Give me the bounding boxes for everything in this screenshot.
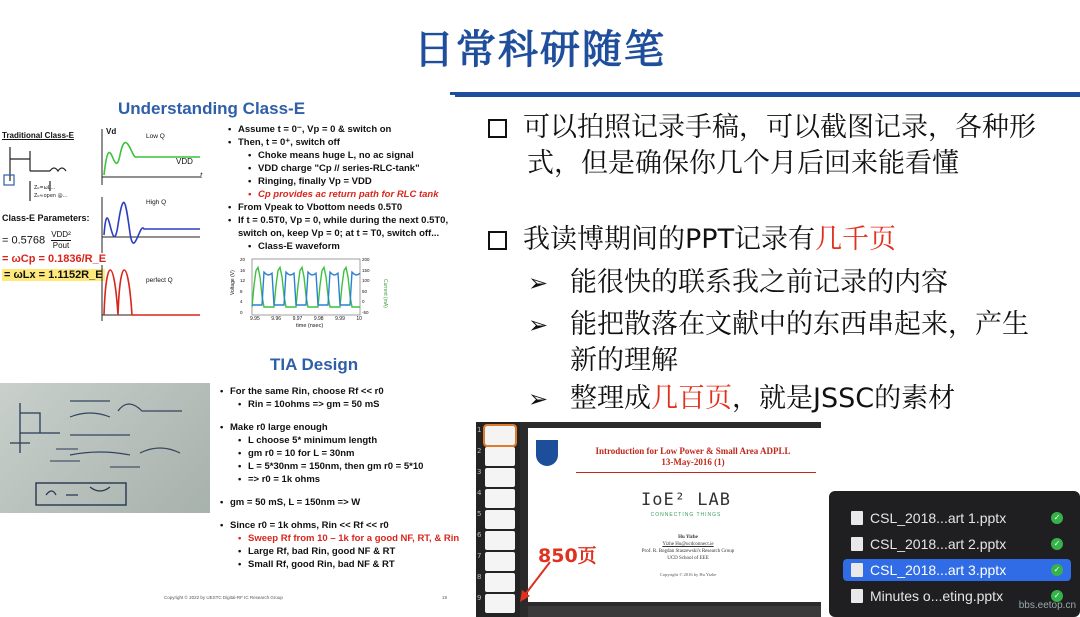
sub-bullet-text: 新的理解 — [570, 345, 678, 376]
notes-bar — [528, 606, 821, 617]
t-label: t — [200, 171, 203, 180]
tick: 10 — [356, 316, 362, 322]
file-name: CSL_2018...art 3.pptx — [870, 562, 1007, 578]
point-text: Sweep Rf from 10 – 1k for a good NF, RT, & Rin — [248, 533, 460, 544]
file-name: CSL_2018...art 2.pptx — [870, 536, 1007, 552]
point: • Cp provides ac return path for RLC tank — [248, 189, 439, 200]
bullet-line: 式，但是确保你几个月后回来能看懂 — [527, 148, 959, 179]
point-text: Ringing, finally Vp = VDD — [258, 176, 372, 187]
thumb-number: 3 — [477, 468, 482, 476]
point-text: gm r0 = 10 for L = 30nm — [248, 448, 355, 459]
point-text: Rin = 10ohms => gm = 50 mS — [248, 399, 380, 410]
point: • Large Rf, bad Rin, good NF & RT — [238, 546, 396, 557]
eq1-num: VDD² — [51, 230, 71, 239]
tick: 12 — [240, 278, 246, 284]
tick: 0 — [362, 299, 365, 305]
sub-bullet-1 — [528, 265, 1078, 301]
author-line: Prof. R. Bogdan Staszewski's Research Group — [641, 549, 735, 554]
bullet-line: 可以拍照记录手稿，可以截图记录，各种形 — [523, 112, 1036, 143]
eq1-lhs: = 0.5768 — [2, 234, 46, 247]
class-e-schematic — [0, 141, 80, 211]
point-text: Assume t = 0⁻, Vp = 0 & switch on — [238, 124, 392, 135]
page-title: 日常科研随笔 — [414, 27, 666, 73]
ucd-crest-icon — [536, 440, 558, 466]
tick: 9.95 — [250, 316, 260, 322]
point: • From Vpeak to Vbottom needs 0.5T0 — [228, 202, 403, 213]
pptx-file-icon — [851, 563, 863, 577]
sub-bullet-text: 整理成 — [570, 383, 651, 414]
file-name: CSL_2018...art 1.pptx — [870, 510, 1007, 526]
wave-xlabel: time (nsec) — [296, 323, 324, 329]
slide-thumbnail[interactable] — [485, 552, 515, 571]
arrow-bullet-icon: ➢ — [528, 269, 549, 297]
tick: 9.99 — [335, 316, 345, 322]
current-slide[interactable] — [528, 428, 821, 602]
point-text: Since r0 = 1k ohms, Rin << Rf << r0 — [230, 520, 389, 531]
point: • L = 5*30nm = 150nm, then gm r0 = 5*10 — [238, 461, 424, 472]
thumb-number: 8 — [477, 573, 482, 581]
tick: 100 — [362, 278, 370, 284]
tick: 9.96 — [271, 316, 282, 322]
sub-bullet-2 — [528, 307, 1078, 379]
ppt-title-line: Introduction for Low Power & Small Area ADPLL — [595, 446, 791, 456]
tick: 50 — [362, 288, 368, 294]
author-block — [588, 534, 788, 562]
file-list — [829, 491, 1080, 617]
point-text: Small Rf, good Rin, bad NF & RT — [248, 559, 395, 570]
slide-thumbnail[interactable] — [485, 573, 515, 592]
arrow-bullet-icon: ➢ — [528, 311, 549, 339]
slide-page-number: 19 — [442, 595, 448, 600]
tick: 16 — [240, 267, 246, 273]
tia-points — [220, 385, 459, 571]
tick: 9.98 — [313, 316, 324, 322]
thumb-number: 6 — [477, 531, 482, 539]
thumb-number: 1 — [477, 426, 482, 434]
point-text: gm = 50 mS, L = 150nm => W — [230, 497, 361, 508]
point-text: Choke means huge L, no ac signal — [258, 150, 414, 161]
sub-bullet-text: 能把散落在文献中的东西串起来，产生 — [570, 309, 1029, 340]
author-line: Yizhe Hu@ucdconnect.ie — [662, 542, 714, 547]
checkbox-bullet-icon — [488, 231, 507, 250]
eq1 — [2, 230, 71, 251]
svg-text:Z₀≈open @...: Z₀≈open @... — [34, 193, 68, 199]
point: • gm r0 = 10 for L = 30nm — [238, 448, 355, 459]
author-line: UCD School of EEE — [667, 556, 709, 561]
annotation-arrow-icon — [516, 560, 556, 605]
slide-thumbnail[interactable] — [485, 426, 515, 445]
slide-thumbnail[interactable] — [485, 489, 515, 508]
point: • Rin = 10ohms => gm = 50 mS — [238, 399, 380, 410]
eq3: = ωLx = 1.1152R_E — [4, 269, 103, 281]
title-underline — [450, 92, 1080, 97]
point: • If t = 0.5T0, Vp = 0, while during the next 0.5T0, — [228, 215, 449, 226]
tick: 8 — [240, 288, 243, 294]
author-line: Hu Yizhe — [678, 535, 698, 540]
thumb-number: 5 — [477, 510, 482, 518]
point: • For the same Rin, choose Rf << r0 — [220, 386, 384, 397]
file-item-selected[interactable] — [843, 559, 1071, 581]
eq1-den: Pout — [52, 241, 70, 250]
thumb-number: 4 — [477, 489, 482, 497]
point-text: From Vpeak to Vbottom needs 0.5T0 — [238, 202, 403, 213]
wave-xticks — [250, 316, 362, 322]
thumb-number: 7 — [477, 552, 482, 560]
tick: -50 — [362, 309, 369, 315]
synced-check-icon: ✓ — [1051, 512, 1063, 524]
ppt-slide-title — [568, 446, 818, 468]
ringing-waveforms — [96, 125, 206, 325]
page-count-annotation: 850页 — [538, 545, 597, 567]
handwriting-sketch — [0, 383, 210, 513]
synced-check-icon: ✓ — [1051, 564, 1063, 576]
tick: 4 — [240, 299, 243, 305]
wave-ylabel: Voltage (V) — [230, 270, 236, 295]
point-text: Then, t = 0⁺, switch off — [238, 137, 340, 148]
eq2: = ωCp = 0.1836/R_E — [2, 253, 107, 265]
wave-ylabel2: Current (mA) — [382, 279, 388, 308]
ioe-lab-logo: IoE² LAB — [641, 490, 731, 510]
highlight-text: 几百页 — [651, 383, 732, 414]
point-text: => r0 = 1k ohms — [248, 474, 321, 485]
sub-bullet-text: 能很快的联系我之前记录的内容 — [570, 267, 948, 298]
pptx-file-icon — [851, 589, 863, 603]
slide-thumbnail[interactable] — [485, 468, 515, 487]
slide-footer: Copyright © 2022 by UESTC Digital-RF IC Research Group — [164, 595, 283, 600]
sub-bullet-text: ，就是JSSC的素材 — [732, 383, 956, 414]
point: • gm = 50 mS, L = 150nm => W — [220, 497, 361, 508]
tick: 150 — [362, 267, 370, 273]
tick: 0 — [240, 309, 243, 315]
params-label: Class-E Parameters: — [2, 213, 90, 223]
slide-title: TIA Design — [270, 355, 359, 374]
synced-check-icon: ✓ — [1051, 538, 1063, 550]
pptx-file-icon — [851, 511, 863, 525]
wave-yticks — [240, 257, 245, 315]
point-text: switch on, keep Vp = 0; at t = T0, switch off... — [238, 228, 440, 239]
point-text: Make r0 large enough — [230, 422, 328, 433]
slide-thumbnail[interactable] — [485, 510, 515, 529]
slide-tia — [0, 345, 460, 607]
slide-thumbnail[interactable] — [485, 531, 515, 550]
point: • Sweep Rf from 10 – 1k for a good NF, RT, & Rin — [238, 533, 460, 544]
point-text: For the same Rin, choose Rf << r0 — [230, 386, 384, 397]
point — [228, 227, 448, 240]
tick: 9.97 — [292, 316, 303, 322]
thumb-number: 9 — [477, 594, 482, 602]
slide-thumbnail[interactable] — [485, 594, 515, 613]
file-item[interactable] — [843, 533, 1071, 555]
thumbnail-strip[interactable] — [476, 422, 520, 617]
point-text: Large Rf, bad Rin, good NF & RT — [248, 546, 396, 557]
whiteboard-photo — [0, 383, 210, 513]
point-text: L choose 5* minimum length — [248, 435, 378, 446]
bullet-ppt-records — [488, 222, 1078, 258]
point: • Ringing, finally Vp = VDD — [248, 176, 372, 187]
point-text: Class-E waveform — [258, 241, 340, 252]
ppt-copyright: Copyright © 2016 by Hu Yizhe — [659, 572, 717, 577]
watermark: bbs.eetop.cn — [1018, 600, 1076, 611]
point: • Small Rf, good Rin, bad NF & RT — [238, 559, 395, 570]
slide-title: Understanding Class-E — [118, 99, 306, 118]
slide-class-e — [0, 95, 455, 345]
point: • L choose 5* minimum length — [238, 435, 378, 446]
point: • Choke means huge L, no ac signal — [248, 150, 414, 161]
tick: 20 — [240, 257, 246, 262]
ppt-title-line: 13-May-2016 (1) — [661, 457, 725, 467]
point: • Class-E waveform — [248, 241, 340, 252]
checkbox-bullet-icon — [488, 119, 507, 138]
point: • => r0 = 1k ohms — [238, 474, 321, 485]
point: • Assume t = 0⁻, Vp = 0 & switch on — [228, 124, 392, 135]
bullet-text: 我读博期间的PPT记录有 — [523, 224, 816, 255]
lowq-label: Low Q — [146, 133, 165, 140]
title-divider — [576, 472, 816, 473]
highq-label: High Q — [146, 199, 167, 206]
eq1-fraction — [51, 230, 71, 251]
thumb-number: 2 — [477, 447, 482, 455]
file-name: Minutes o...eting.pptx — [870, 588, 1004, 604]
schematic-label: Traditional Class-E — [2, 131, 75, 140]
point-text: L = 5*30nm = 150nm, then gm r0 = 5*10 — [248, 461, 424, 472]
highlight-text: 几千页 — [815, 224, 897, 255]
vd-label: Vd — [106, 127, 117, 136]
point-text: VDD charge "Cp // series-RLC-tank" — [258, 163, 420, 174]
bullet-photo-notes — [488, 110, 1078, 182]
pptx-file-icon — [851, 537, 863, 551]
ppt-window — [476, 422, 821, 617]
point-text: Cp provides ac return path for RLC tank — [258, 189, 439, 200]
point: • VDD charge "Cp // series-RLC-tank" — [248, 163, 420, 174]
point-text: If t = 0.5T0, Vp = 0, while during the next 0.5T0, — [238, 215, 449, 226]
point: • Since r0 = 1k ohms, Rin << Rf << r0 — [220, 520, 389, 531]
point: • Then, t = 0⁺, switch off — [228, 137, 340, 148]
synced-check-icon: ✓ — [1051, 590, 1063, 602]
sub-bullet-3 — [528, 381, 1078, 417]
vdd-label: VDD — [176, 157, 193, 166]
file-item[interactable] — [843, 507, 1071, 529]
point: • Make r0 large enough — [220, 422, 328, 433]
tick: 200 — [362, 257, 370, 262]
logo-tagline: CONNECTING THINGS — [650, 512, 722, 518]
class-e-points — [228, 123, 448, 253]
svg-text:Z₀=ωL...: Z₀=ωL... — [34, 185, 56, 191]
wave-yticks2 — [362, 257, 370, 315]
perfectq-label: perfect Q — [146, 277, 173, 284]
arrow-bullet-icon: ➢ — [528, 385, 549, 413]
slide-thumbnail[interactable] — [485, 447, 515, 466]
